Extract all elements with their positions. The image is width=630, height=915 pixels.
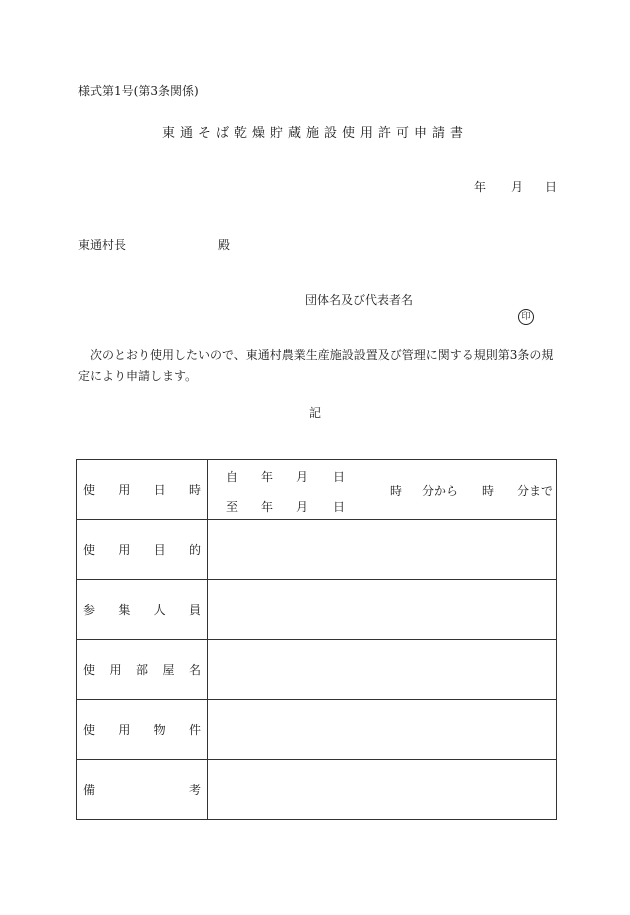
addressee-honorific: 殿 bbox=[218, 238, 231, 252]
to-month: 月 bbox=[296, 500, 309, 514]
label-char: 考 bbox=[188, 783, 201, 797]
from-day: 日 bbox=[333, 470, 346, 484]
table-row bbox=[77, 760, 557, 820]
date-year: 年 bbox=[474, 180, 487, 194]
remarks-field[interactable] bbox=[208, 760, 557, 820]
label-char: 参 bbox=[83, 603, 96, 617]
datetime-to-row bbox=[226, 498, 345, 515]
label-char: 用 bbox=[118, 543, 131, 557]
label-chars bbox=[77, 661, 207, 678]
date-month: 月 bbox=[511, 180, 524, 194]
start-hour: 時 bbox=[390, 484, 403, 498]
row-label-purpose bbox=[77, 520, 208, 580]
to-year: 年 bbox=[261, 500, 274, 514]
label-char: 使 bbox=[83, 483, 96, 497]
from-month: 月 bbox=[296, 470, 309, 484]
body-paragraph: 次のとおり使用したいので、東通村農業生産施設設置及び管理に関する規則第3条の規定により申請します。 bbox=[78, 348, 554, 383]
label-chars bbox=[77, 781, 207, 798]
applicant-label: 団体名及び代表者名 bbox=[305, 293, 414, 307]
label-char: 名 bbox=[188, 663, 201, 677]
datetime-time-row bbox=[390, 482, 553, 499]
table-row bbox=[77, 640, 557, 700]
purpose-field[interactable] bbox=[208, 520, 557, 580]
label-char: 使 bbox=[83, 543, 96, 557]
label-char: 用 bbox=[118, 483, 131, 497]
page-title: 東通そば乾燥貯蔵施設使用許可申請書 bbox=[161, 126, 468, 141]
label-char: 目 bbox=[153, 543, 166, 557]
usage-datetime-field[interactable] bbox=[208, 460, 557, 520]
row-label-items bbox=[77, 700, 208, 760]
date-day: 日 bbox=[545, 180, 558, 194]
start-minute: 分から bbox=[422, 484, 459, 498]
label-char: 屋 bbox=[162, 663, 175, 677]
row-label-usage-datetime bbox=[77, 460, 208, 520]
addressee-name: 東通村長 bbox=[78, 238, 127, 252]
label-char: 的 bbox=[188, 543, 201, 557]
items-field[interactable] bbox=[208, 700, 557, 760]
form-number: 様式第1号(第3条関係) bbox=[78, 84, 199, 98]
label-char: 使 bbox=[83, 723, 96, 737]
label-char: 件 bbox=[188, 723, 201, 737]
seal-mark: 印 bbox=[518, 309, 534, 325]
row-label-room-name bbox=[77, 640, 208, 700]
from-year: 年 bbox=[261, 470, 274, 484]
application-table bbox=[76, 459, 557, 820]
datetime-from-row bbox=[226, 468, 345, 485]
to-marker: 至 bbox=[226, 500, 239, 514]
attendees-field[interactable] bbox=[208, 580, 557, 640]
label-char: 部 bbox=[135, 663, 148, 677]
label-char: 集 bbox=[118, 603, 131, 617]
table-row bbox=[77, 700, 557, 760]
label-char: 物 bbox=[153, 723, 166, 737]
label-char: 日 bbox=[153, 483, 166, 497]
table-row bbox=[77, 460, 557, 520]
label-char: 用 bbox=[118, 723, 131, 737]
label-chars bbox=[77, 481, 207, 498]
label-char: 員 bbox=[188, 603, 201, 617]
label-chars bbox=[77, 601, 207, 618]
label-char: 人 bbox=[153, 603, 166, 617]
label-chars bbox=[77, 721, 207, 738]
room-name-field[interactable] bbox=[208, 640, 557, 700]
ki-heading: 記 bbox=[308, 406, 321, 420]
end-hour: 時 bbox=[482, 484, 495, 498]
label-char: 時 bbox=[188, 483, 201, 497]
row-label-attendees bbox=[77, 580, 208, 640]
row-label-remarks bbox=[77, 760, 208, 820]
end-minute: 分まで bbox=[517, 484, 554, 498]
from-marker: 自 bbox=[226, 470, 239, 484]
table-row bbox=[77, 580, 557, 640]
label-chars bbox=[77, 541, 207, 558]
label-char: 用 bbox=[109, 663, 122, 677]
table-row bbox=[77, 520, 557, 580]
label-char: 備 bbox=[83, 783, 96, 797]
to-day: 日 bbox=[333, 500, 346, 514]
label-char: 使 bbox=[83, 663, 96, 677]
